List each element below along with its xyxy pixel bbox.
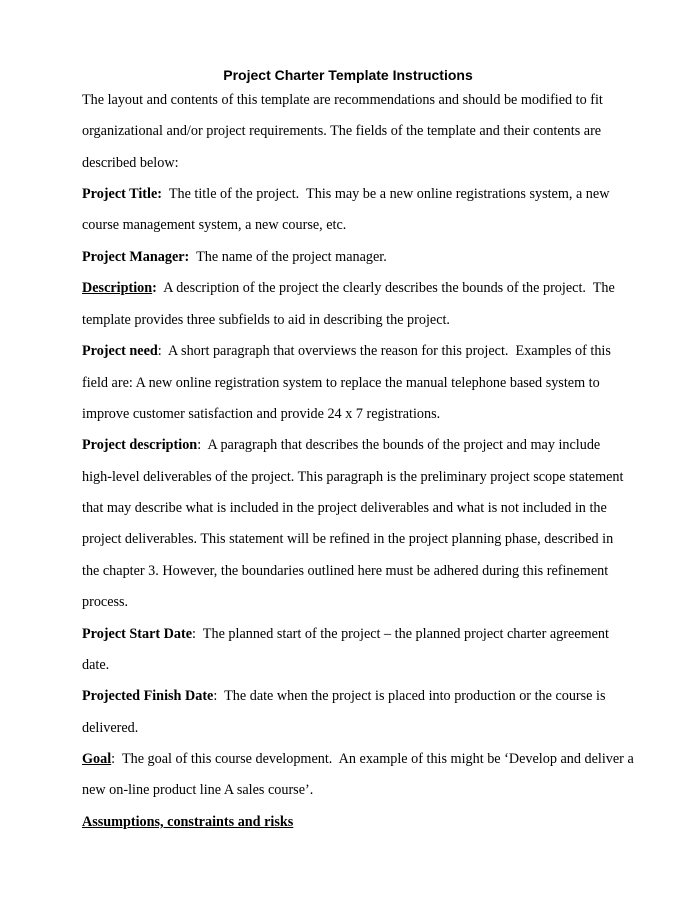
projected-finish-date-field [82, 687, 606, 705]
project-manager-field [82, 248, 387, 266]
assumptions-heading: Assumptions, constraints and risks [82, 814, 294, 830]
intro-line: described below: [82, 155, 179, 171]
field-description: that may describe what is included in the project deliverables and what is not included in the [82, 500, 607, 516]
field-label: Project Title: [82, 186, 162, 202]
field-description: field are: A new online registration system to replace the manual telephone based system to [82, 375, 600, 391]
field-description: process. [82, 594, 129, 610]
field-description: template provides three subfields to aid in describing the project. [82, 312, 450, 328]
project-title-field [82, 185, 609, 203]
field-description: : The date when the project is placed into production or the course is [213, 688, 606, 704]
field-description: new on-line product line A sales course’. [82, 782, 314, 798]
field-description: The title of the project. This may be a new online registrations system, a new [161, 186, 610, 202]
field-label: Project Manager: [82, 249, 190, 265]
field-label: Project description [82, 437, 198, 453]
intro-line: The layout and contents of this template are recommendations and should be modified to fit [82, 92, 603, 108]
field-description: course management system, a new course, etc. [82, 217, 347, 233]
field-description: date. [82, 657, 110, 673]
field-label: Goal [82, 751, 112, 767]
field-description: high-level deliverables of the project. This paragraph is the preliminary project scope statement [82, 469, 624, 485]
description-field [82, 279, 615, 297]
field-label: Project Start Date [82, 626, 193, 642]
field-label: Project need [82, 343, 158, 359]
field-description: : The goal of this course development. An example of this might be ‘Develop and deliver a [111, 751, 634, 767]
goal-field [82, 750, 634, 768]
field-description: the chapter 3. However, the boundaries outlined here must be adhered during this refinement [82, 563, 609, 579]
field-description: project deliverables. This statement will be refined in the project planning phase, described in [82, 531, 614, 547]
project-need-field [82, 342, 611, 360]
project-description-field [82, 436, 600, 454]
field-description: : A paragraph that describes the bounds of the project and may include [197, 437, 601, 453]
field-description: : A short paragraph that overviews the reason for this project. Examples of this [157, 343, 611, 359]
field-colon: : [152, 280, 157, 296]
intro-line: organizational and/or project requirements. The fields of the template and their contents are [82, 123, 602, 139]
page-title: Project Charter Template Instructions [223, 67, 473, 83]
field-description: improve customer satisfaction and provide 24 x 7 registrations. [82, 406, 441, 422]
field-description: A description of the project the clearly describes the bounds of the project. The [156, 280, 615, 296]
field-description: The name of the project manager. [189, 249, 387, 265]
field-label: Description [82, 280, 153, 296]
project-start-date-field [82, 625, 609, 643]
field-description: delivered. [82, 720, 139, 736]
field-description: : The planned start of the project – the planned project charter agreement [192, 626, 609, 642]
field-label: Projected Finish Date [82, 688, 214, 704]
